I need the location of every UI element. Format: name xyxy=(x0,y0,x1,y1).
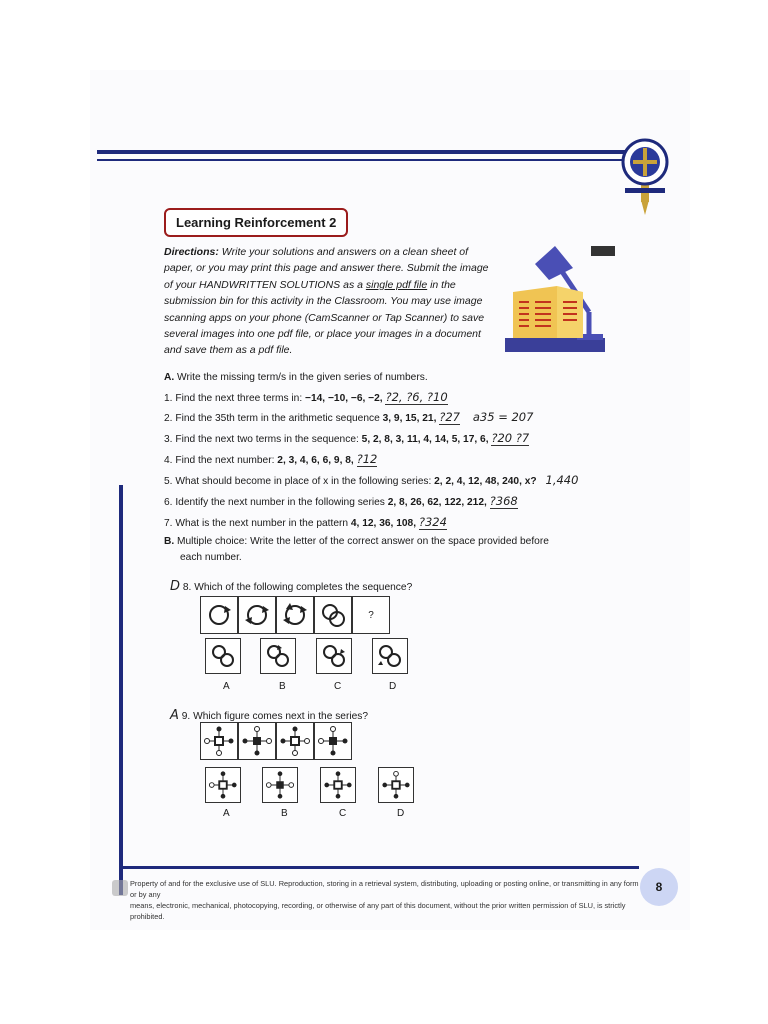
handwritten-answer: D xyxy=(170,579,181,594)
question-text: Identify the next number in the following series xyxy=(175,497,388,508)
handwritten-answer: ?27 xyxy=(439,410,461,424)
part-a-heading xyxy=(164,372,428,383)
question-text: Which of the following completes the sequence? xyxy=(194,582,413,593)
question-text: Find the next two terms in the sequence: xyxy=(175,434,362,445)
question-number: 3. xyxy=(164,434,173,445)
q8-option-b xyxy=(260,638,296,674)
question-7 xyxy=(164,515,447,530)
question-text: What is the next number in the pattern xyxy=(175,518,351,529)
option-label: A xyxy=(223,808,230,819)
directions-label: Directions: xyxy=(164,246,219,258)
option-label: B xyxy=(281,808,288,819)
header-rule-thin xyxy=(97,159,627,161)
q9-option-c xyxy=(320,767,356,803)
footer-rule xyxy=(119,866,639,869)
part-b-heading xyxy=(164,534,549,566)
question-number: 2. xyxy=(164,413,173,424)
header-rule xyxy=(97,150,627,154)
question-9 xyxy=(170,708,368,723)
cross-figure xyxy=(200,722,238,760)
question-number: 1. xyxy=(164,393,173,404)
missing-figure: ? xyxy=(352,596,390,634)
copyright-line-2: means, electronic, mechanical, photocopying, recording, or otherwise of any part of this document, without the prior written permission of SLU, is strictly prohibited. xyxy=(130,901,626,921)
question-number: 4. xyxy=(164,455,173,466)
directions-text xyxy=(164,244,494,359)
question-text: What should become in place of x in the following series: xyxy=(175,476,435,487)
option-label: C xyxy=(334,681,342,692)
handwritten-answer: A xyxy=(170,708,179,723)
handwritten-answer: ?324 xyxy=(418,515,447,529)
q8-option-d xyxy=(372,638,408,674)
question-2 xyxy=(164,410,533,425)
question-series: 2, 3, 4, 6, 6, 9, 8, xyxy=(277,455,354,466)
question-1 xyxy=(164,390,448,405)
question-4 xyxy=(164,452,377,467)
cross-figure xyxy=(276,722,314,760)
part-b-label: B. xyxy=(164,536,175,547)
question-series: 2, 8, 26, 62, 122, 212, xyxy=(387,497,487,508)
part-a-instruction: Write the missing term/s in the given series of numbers. xyxy=(177,372,428,383)
reading-lamp-illustration xyxy=(505,240,617,360)
question-series: 2, 2, 4, 12, 48, 240, x? xyxy=(434,476,537,487)
handwritten-answer: ?20 ?7 xyxy=(491,431,530,445)
handwritten-answer: ?368 xyxy=(489,494,518,508)
option-label: D xyxy=(397,808,405,819)
handwritten-answer: 1,440 xyxy=(545,473,579,487)
directions-part-a: Write your solutions and answers on a clean sheet of paper, or you may print this page and answer there. Submit the image of your HANDWRITTEN SOLUTIONS as a xyxy=(164,246,489,291)
section-title: Learning Reinforcement 2 xyxy=(164,208,348,237)
rotation-figure xyxy=(238,596,276,634)
directions-part-b: in the submission bin for this activity in the Classroom. You may use image scanning apps on your phone (CamScanner or Tap Scanner) to save several images into one pdf file, or place your images in a document and save them as a pdf file. xyxy=(164,278,485,357)
question-series: −14, −10, −6, −2, xyxy=(305,393,383,404)
question-series: 5, 2, 8, 3, 11, 4, 14, 5, 17, 6, xyxy=(361,434,489,445)
q9-option-a xyxy=(205,767,241,803)
question-3 xyxy=(164,431,529,446)
q9-option-d xyxy=(378,767,414,803)
option-label: C xyxy=(339,808,347,819)
option-label: D xyxy=(389,681,397,692)
school-crest-logo xyxy=(615,130,675,230)
question-text: Which figure comes next in the series? xyxy=(193,711,369,722)
question-5 xyxy=(164,473,578,487)
question-number: 8. xyxy=(182,582,192,593)
q8-option-a xyxy=(205,638,241,674)
part-b-instruction: Multiple choice: Write the letter of the correct answer on the space provided before xyxy=(177,536,549,547)
handwritten-note: a35 = 207 xyxy=(472,410,534,424)
question-text: Find the next three terms in: xyxy=(175,393,306,404)
question-number: 9. xyxy=(181,711,191,722)
pdf-file-text: single pdf file xyxy=(365,278,428,291)
cross-figure xyxy=(314,722,352,760)
question-series: 4, 12, 36, 108, xyxy=(350,518,417,529)
rotation-figure xyxy=(200,596,238,634)
rotation-figure xyxy=(276,596,314,634)
copyright-notice xyxy=(130,878,645,922)
part-b-instruction-2: each number. xyxy=(180,552,242,563)
q9-option-b xyxy=(262,767,298,803)
question-text: Find the next number: xyxy=(175,455,278,466)
option-label: A xyxy=(223,681,230,692)
question-6 xyxy=(164,494,518,509)
page-number: 8 xyxy=(640,868,678,906)
q8-sequence xyxy=(200,596,390,634)
question-number: 5. xyxy=(164,476,173,487)
camscanner-watermark-icon xyxy=(112,880,128,896)
question-text: Find the 35th term in the arithmetic sequence xyxy=(175,413,383,424)
handwritten-answer: ?2, ?6, ?10 xyxy=(385,390,448,404)
q8-option-c xyxy=(316,638,352,674)
handwritten-answer: ?12 xyxy=(356,452,378,466)
cross-figure xyxy=(238,722,276,760)
copyright-line-1: Property of and for the exclusive use of SLU. Reproduction, storing in a retrieval system, distributing, uploading or posting online, or transmitting in any form or by any xyxy=(130,879,639,899)
option-label: B xyxy=(279,681,286,692)
question-number: 6. xyxy=(164,497,173,508)
rotation-figure xyxy=(314,596,352,634)
question-8 xyxy=(170,579,412,594)
question-series: 3, 9, 15, 21, xyxy=(382,413,437,424)
q9-sequence xyxy=(200,722,352,760)
part-a-label: A. xyxy=(164,372,175,383)
question-number: 7. xyxy=(164,518,173,529)
side-rule xyxy=(119,485,123,895)
